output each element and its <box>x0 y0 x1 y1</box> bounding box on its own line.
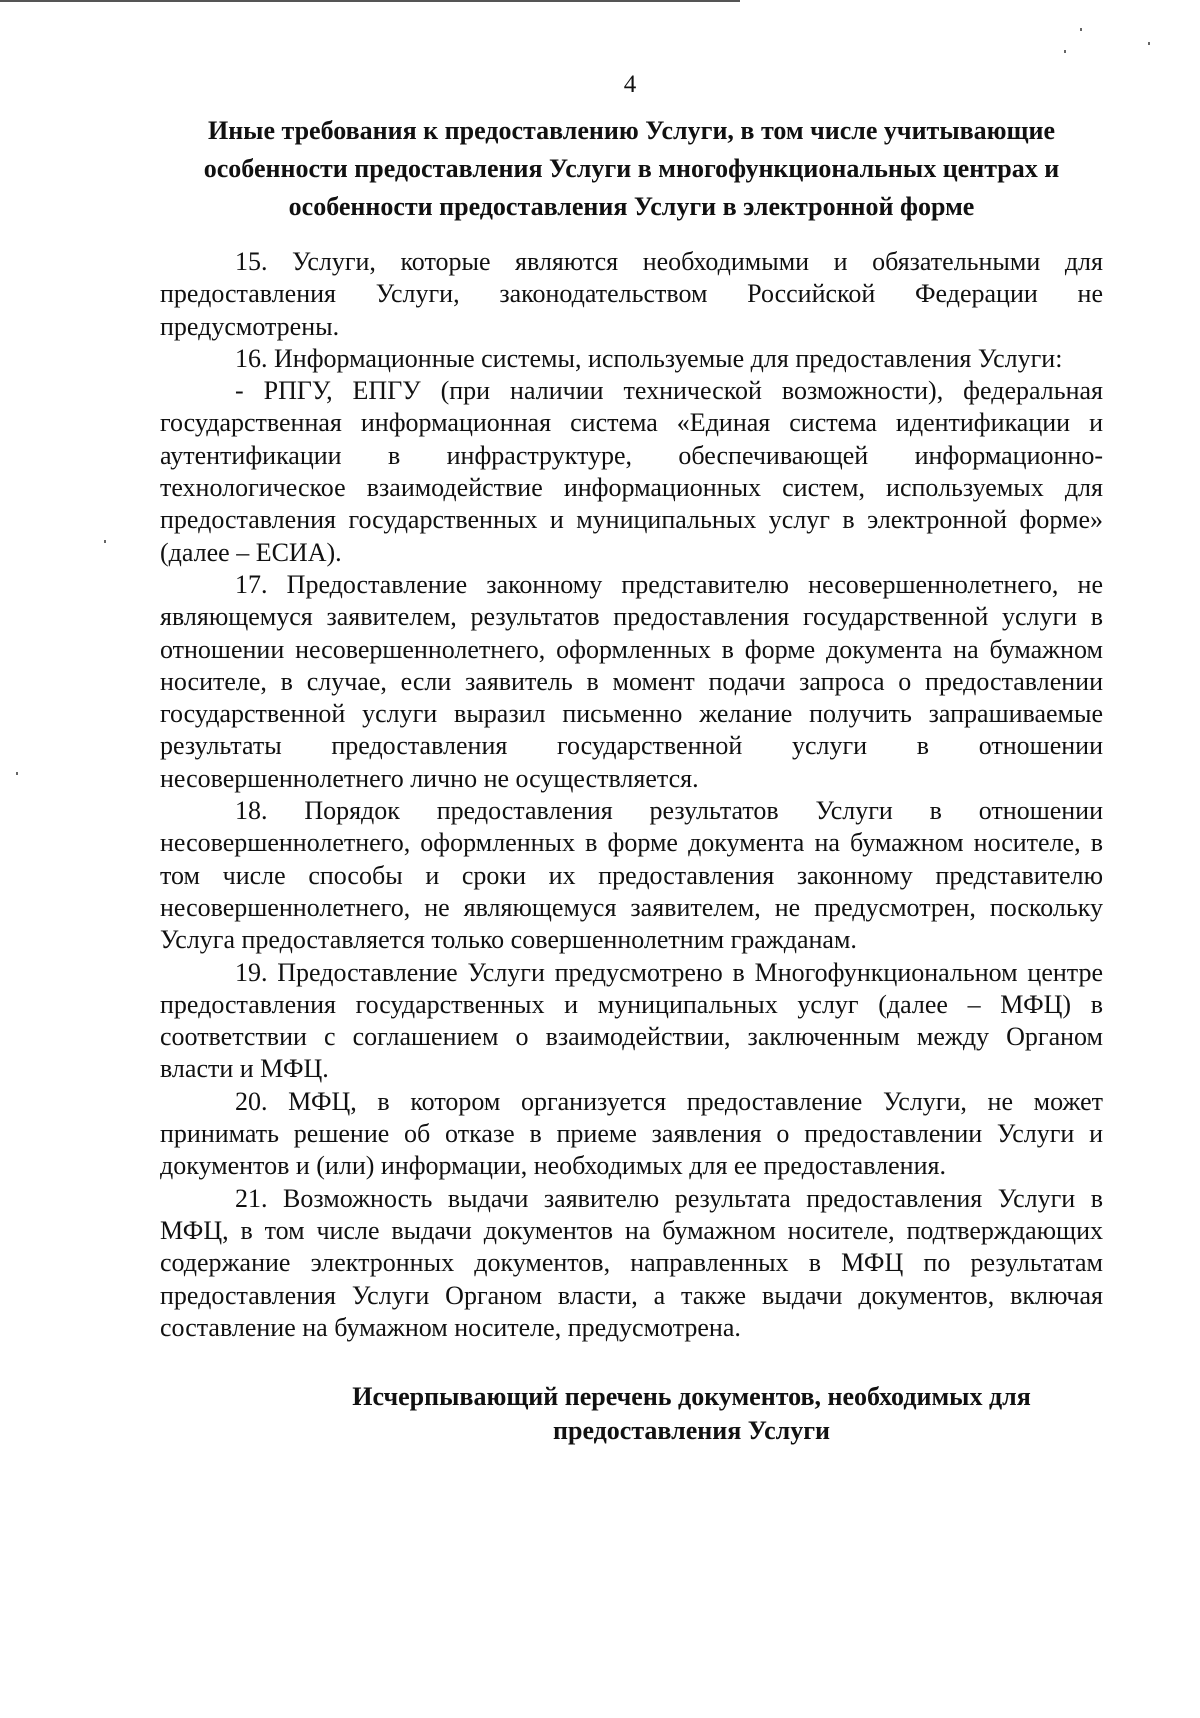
page-number: 4 <box>623 71 637 98</box>
document-page <box>160 112 1103 1448</box>
scan-edge-line <box>0 0 740 2</box>
paragraph-17: 17. Предоставление законному представителю несовершеннолетнего, не являющемуся заявителем, результатов предоставления государственной услуги в отношении несовершеннолетнего, оформленных в форме документа на бумажном носителе, в случае, если заявитель в момент подачи запроса о предоставлении государственной услуги выразил письменно желание получить запрашиваемые результаты предоставления государственной услуги в отношении несовершеннолетнего лично не осуществляется. <box>160 569 1103 793</box>
heading-line: особенности предоставления Услуги в многофункциональных центрах и <box>203 154 1060 183</box>
scan-speck <box>1080 28 1082 31</box>
section-heading-other-requirements <box>160 112 1103 226</box>
paragraph-19: 19. Предоставление Услуги предусмотрено в Многофункциональном центре предоставления государственных и муниципальных услуг (далее – МФЦ) в соответствии с соглашением о взаимодействии, заключенным между Органом власти и МФЦ. <box>160 957 1103 1084</box>
paragraph-20: 20. МФЦ, в котором организуется предоставление Услуги, не может принимать решение об отказе в приеме заявления о предоставлении Услуги и документов и (или) информации, необходимых для ее предоставления. <box>160 1086 1103 1181</box>
paragraph-21: 21. Возможность выдачи заявителю результата предоставления Услуги в МФЦ, в том числе выдачи документов на бумажном носителе, подтверждающих содержание электронных документов, направленных в МФЦ по результатам предоставления Услуги Органом власти, а также выдачи документов, включая составление на бумажном носителе, предусмотрена. <box>160 1183 1103 1342</box>
heading-line: Иные требования к предоставлению Услуги, в том числе учитывающие <box>207 116 1056 145</box>
scan-speck <box>16 772 18 775</box>
scan-speck <box>1148 42 1150 45</box>
paragraph-18: 18. Порядок предоставления результатов Услуги в отношении несовершеннолетнего, оформленных в форме документа на бумажном носителе, в том числе способы и сроки их предоставления законному представителю несовершеннолетнего, не являющемуся заявителем, не предусмотрен, поскольку Услуга предоставляется только совершеннолетним гражданам. <box>160 796 1103 955</box>
scan-speck <box>104 540 106 543</box>
scan-speck <box>1064 50 1066 53</box>
heading-line: Исчерпывающий перечень документов, необходимых для <box>352 1382 1031 1412</box>
section-heading-document-list <box>160 1380 1103 1448</box>
heading-line: особенности предоставления Услуги в электронной форме <box>288 192 975 221</box>
paragraph-15: 15. Услуги, которые являются необходимыми и обязательными для предоставления Услуги, законодательством Российской Федерации не предусмотрены. <box>160 247 1103 341</box>
document-body <box>160 246 1103 1344</box>
paragraph-16-list-item: - РПГУ, ЕПГУ (при наличии технической возможности), федеральная государственная информационная система «Единая система идентификации и аутентификации в инфраструктуре, обеспечивающей информационно-технологическое взаимодействие информационных систем, используемых для предоставления государственных и муниципальных услуг в электронной форме» (далее – ЕСИА). <box>160 376 1103 567</box>
heading-line: предоставления Услуги <box>553 1416 830 1446</box>
paragraph-16: 16. Информационные системы, используемые для предоставления Услуги: <box>235 343 1063 373</box>
